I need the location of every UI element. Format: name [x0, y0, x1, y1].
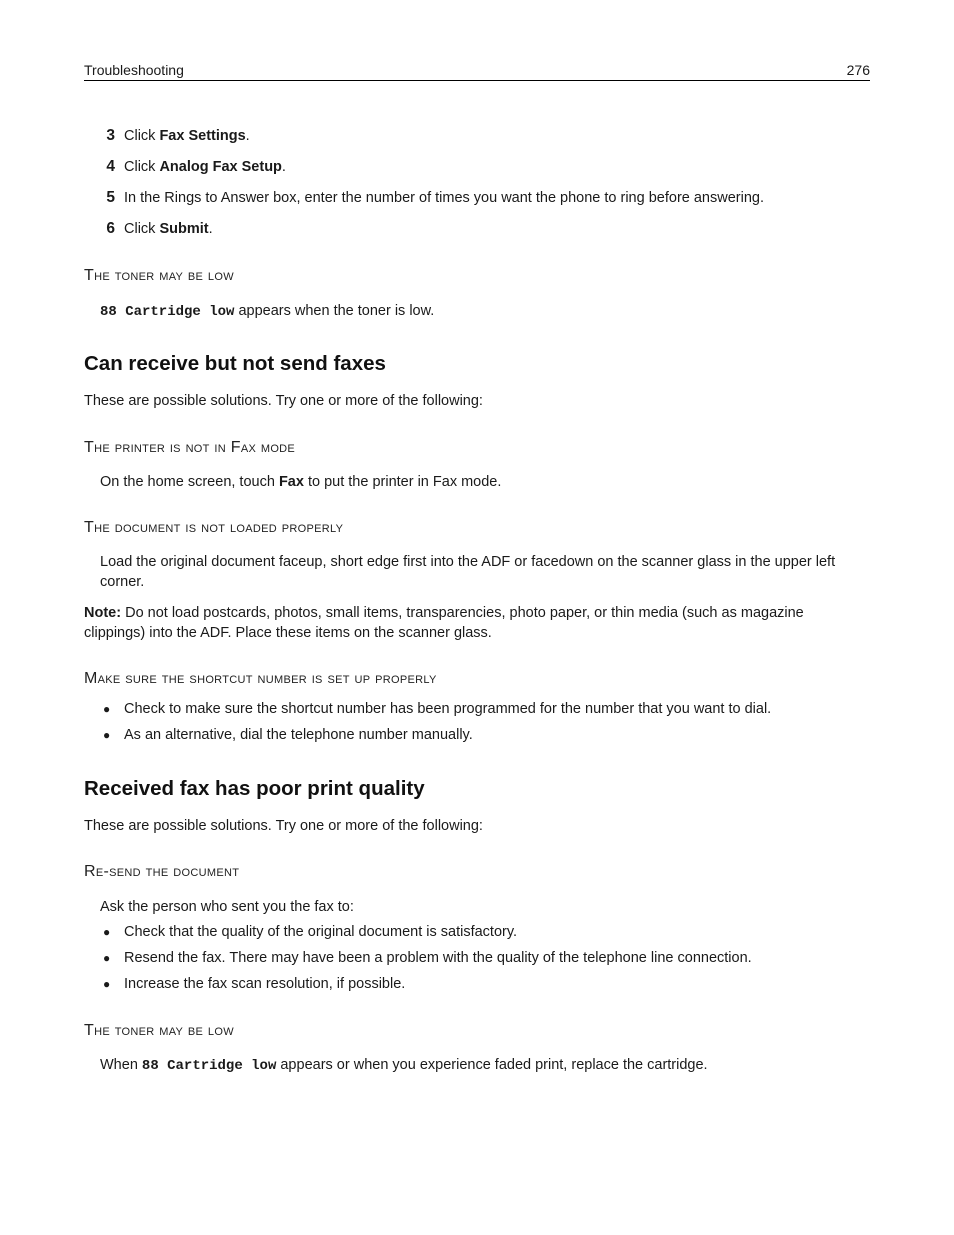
page-header [84, 59, 870, 81]
subheading-toner-low: The toner may be low [84, 1022, 234, 1039]
subheading-shortcut: Make sure the shortcut number is set up properly [84, 670, 437, 687]
step-5: 5 In the Rings to Answer box, enter the number of times you want the phone to ring before answering. [84, 188, 764, 208]
panel-message: 88 Cartridge low [141, 1058, 277, 1074]
note-line-1: Note: Do not load postcards, photos, small items, transparencies, photo paper, or thin media (such as magazine [84, 605, 804, 621]
toner-low-text: 88 Cartridge low appears when the toner is low. [100, 303, 435, 320]
note-line-2: clippings) into the ADF. Place these items on the scanner glass. [84, 625, 492, 641]
subheading-toner-low: The toner may be low [84, 267, 234, 284]
section-heading-cannot-send: Can receive but not send faxes [84, 352, 386, 375]
list-item: ● Resend the fax. There may have been a problem with the quality of the telephone line connection. [103, 950, 752, 966]
step-3: 3 Click Fax Settings. [84, 126, 250, 146]
ui-label: Submit [159, 221, 209, 237]
step-6: 6 Click Submit. [84, 219, 213, 239]
load-text-line-1: Load the original document faceup, short edge first into the ADF or facedown on the scanner glass in the upper left [100, 554, 836, 570]
bullet-icon: ● [103, 977, 111, 991]
list-item: ● Check to make sure the shortcut number has been programmed for the number that you want to dial. [103, 701, 772, 717]
bullet-icon: ● [103, 702, 111, 716]
fax-mode-text: On the home screen, touch Fax to put the printer in Fax mode. [100, 474, 502, 490]
resend-lead: Ask the person who sent you the fax to: [100, 899, 354, 915]
list-item: ● As an alternative, dial the telephone number manually. [103, 727, 473, 743]
step-number: 6 [106, 220, 115, 237]
section-heading-poor-quality: Received fax has poor print quality [84, 777, 425, 800]
ui-label: Fax [278, 474, 304, 490]
step-number: 3 [106, 127, 115, 144]
section-intro: These are possible solutions. Try one or more of the following: [84, 818, 483, 834]
ui-label: Analog Fax Setup [159, 159, 282, 175]
step-number: 5 [106, 189, 115, 206]
load-text-line-2: corner. [100, 574, 145, 590]
toner-low-text: When 88 Cartridge low appears or when you experience faded print, replace the cartridge. [100, 1057, 708, 1074]
page-number: 276 [846, 62, 870, 78]
note-label: Note: [84, 605, 122, 621]
list-item: ● Check that the quality of the original document is satisfactory. [103, 924, 518, 940]
bullet-icon: ● [103, 728, 111, 742]
ui-label: Fax Settings [159, 128, 246, 144]
bullet-icon: ● [103, 951, 111, 965]
header-section-title: Troubleshooting [84, 62, 184, 78]
section-intro: These are possible solutions. Try one or more of the following: [84, 393, 483, 409]
bullet-icon: ● [103, 925, 111, 939]
panel-message: 88 Cartridge low [100, 304, 235, 320]
step-number: 4 [106, 158, 115, 175]
list-item: ● Increase the fax scan resolution, if possible. [103, 976, 406, 992]
subheading-not-fax-mode: The printer is not in Fax mode [84, 439, 296, 456]
subheading-not-loaded: The document is not loaded properly [84, 519, 344, 536]
step-4: 4 Click Analog Fax Setup. [84, 157, 286, 177]
subheading-resend: Re-send the document [84, 863, 240, 880]
